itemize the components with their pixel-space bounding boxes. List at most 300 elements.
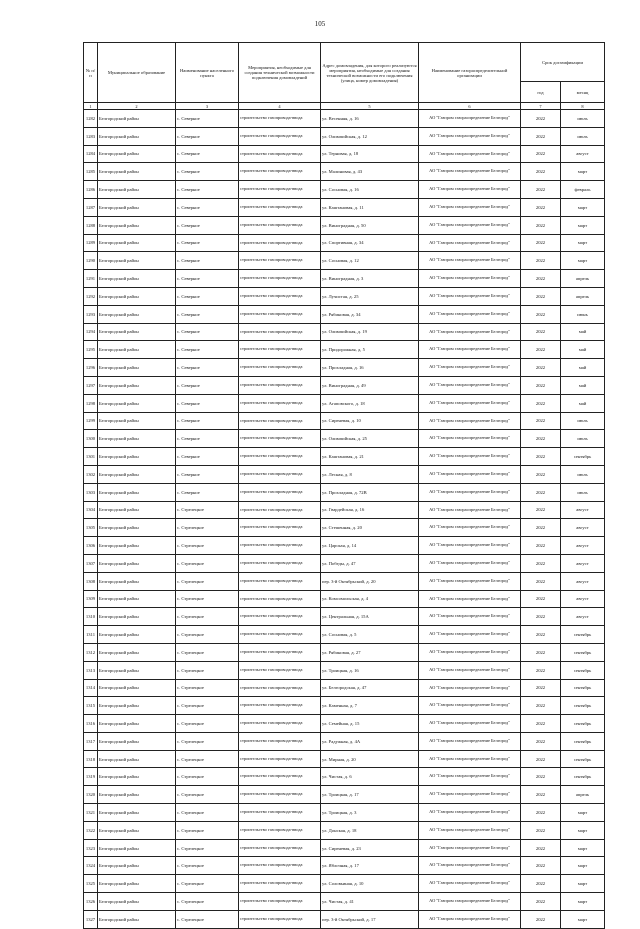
work-cell: строительство газопровода-ввода	[239, 448, 321, 466]
district-cell: Белгородский район	[98, 305, 176, 323]
district-cell: Белгородский район	[98, 661, 176, 679]
row-number: 1322	[84, 821, 98, 839]
settlement-cell: с. Северное	[176, 216, 239, 234]
month-cell: май	[561, 341, 605, 359]
month-cell: август	[561, 572, 605, 590]
row-number: 1316	[84, 715, 98, 733]
district-cell: Белгородский район	[98, 163, 176, 181]
settlement-cell: с. Северное	[176, 305, 239, 323]
address-cell: ул. Соловьиная, д. 10	[321, 875, 419, 893]
month-cell: март	[561, 163, 605, 181]
district-cell: Белгородский район	[98, 643, 176, 661]
district-cell: Белгородский район	[98, 465, 176, 483]
year-cell: 2022	[521, 341, 561, 359]
district-cell: Белгородский район	[98, 270, 176, 288]
row-number: 1311	[84, 626, 98, 644]
org-cell: АО "Газпром газораспределение Белгород"	[419, 341, 521, 359]
district-cell: Белгородский район	[98, 287, 176, 305]
org-cell: АО "Газпром газораспределение Белгород"	[419, 430, 521, 448]
address-cell: ул. Прохладная, д. 16	[321, 359, 419, 377]
address-cell: ул. Агаповского, д. 18	[321, 394, 419, 412]
month-cell: август	[561, 554, 605, 572]
row-number: 1314	[84, 679, 98, 697]
district-cell: Белгородский район	[98, 376, 176, 394]
org-cell: АО "Газпром газораспределение Белгород"	[419, 163, 521, 181]
work-cell: строительство газопровода-ввода	[239, 181, 321, 199]
year-cell: 2022	[521, 661, 561, 679]
month-cell: июль	[561, 483, 605, 501]
org-cell: АО "Газпром газораспределение Белгород"	[419, 750, 521, 768]
month-cell: апрель	[561, 287, 605, 305]
year-cell: 2022	[521, 305, 561, 323]
settlement-cell: с. Стрелецкое	[176, 732, 239, 750]
settlement-cell: с. Стрелецкое	[176, 661, 239, 679]
settlement-cell: с. Стрелецкое	[176, 608, 239, 626]
settlement-cell: с. Стрелецкое	[176, 839, 239, 857]
work-cell: строительство газопровода-ввода	[239, 750, 321, 768]
settlement-cell: с. Северное	[176, 181, 239, 199]
month-cell: апрель	[561, 786, 605, 804]
settlement-cell: с. Стрелецкое	[176, 572, 239, 590]
header-org: Наименование газораспределительной организации	[419, 43, 521, 103]
row-number: 1326	[84, 893, 98, 911]
row-number: 1297	[84, 376, 98, 394]
row-number: 1321	[84, 804, 98, 822]
org-cell: АО "Газпром газораспределение Белгород"	[419, 626, 521, 644]
address-cell: ул. Комсомольская, д. 4	[321, 590, 419, 608]
month-cell: март	[561, 216, 605, 234]
org-cell: АО "Газпром газораспределение Белгород"	[419, 715, 521, 733]
address-cell: ул. Троицкая, д. 3	[321, 804, 419, 822]
row-number: 1317	[84, 732, 98, 750]
table-row	[84, 572, 605, 590]
org-cell: АО "Газпром газораспределение Белгород"	[419, 768, 521, 786]
district-cell: Белгородский район	[98, 216, 176, 234]
work-cell: строительство газопровода-ввода	[239, 732, 321, 750]
table-row	[84, 110, 605, 128]
org-cell: АО "Газпром газораспределение Белгород"	[419, 857, 521, 875]
address-cell: ул. Спортивная, д. 34	[321, 234, 419, 252]
year-cell: 2022	[521, 110, 561, 128]
row-number: 1296	[84, 359, 98, 377]
table-row	[84, 145, 605, 163]
year-cell: 2022	[521, 697, 561, 715]
settlement-cell: с. Стрелецкое	[176, 768, 239, 786]
work-cell: строительство газопровода-ввода	[239, 216, 321, 234]
settlement-cell: с. Стрелецкое	[176, 537, 239, 555]
year-cell: 2022	[521, 875, 561, 893]
address-cell: ул. Победы, д. 47	[321, 554, 419, 572]
table-row	[84, 127, 605, 145]
year-cell: 2022	[521, 465, 561, 483]
year-cell: 2022	[521, 394, 561, 412]
work-cell: строительство газопровода-ввода	[239, 287, 321, 305]
row-number: 1319	[84, 768, 98, 786]
org-cell: АО "Газпром газораспределение Белгород"	[419, 697, 521, 715]
settlement-cell: с. Северное	[176, 145, 239, 163]
district-cell: Белгородский район	[98, 768, 176, 786]
district-cell: Белгородский район	[98, 501, 176, 519]
month-cell: сентябрь	[561, 732, 605, 750]
settlement-cell: с. Северное	[176, 412, 239, 430]
month-cell: сентябрь	[561, 750, 605, 768]
table-row	[84, 519, 605, 537]
district-cell: Белгородский район	[98, 679, 176, 697]
table-row	[84, 270, 605, 288]
month-cell: июнь	[561, 305, 605, 323]
org-cell: АО "Газпром газораспределение Белгород"	[419, 394, 521, 412]
settlement-cell: с. Северное	[176, 252, 239, 270]
work-cell: строительство газопровода-ввода	[239, 501, 321, 519]
address-cell: ул. Виноградная, д. 50	[321, 216, 419, 234]
row-number: 1309	[84, 590, 98, 608]
org-cell: АО "Газпром газораспределение Белгород"	[419, 483, 521, 501]
org-cell: АО "Газпром газораспределение Белгород"	[419, 537, 521, 555]
header-deadline: Срок догазификации	[521, 43, 605, 82]
district-cell: Белгородский район	[98, 626, 176, 644]
settlement-cell: с. Северное	[176, 287, 239, 305]
row-number: 1295	[84, 341, 98, 359]
work-cell: строительство газопровода-ввода	[239, 679, 321, 697]
row-number: 1300	[84, 430, 98, 448]
address-cell: ул. Белгородская, д. 47	[321, 679, 419, 697]
work-cell: строительство газопровода-ввода	[239, 661, 321, 679]
header-settlement: Наименование населенного пункта	[176, 43, 239, 103]
org-cell: АО "Газпром газораспределение Белгород"	[419, 234, 521, 252]
district-cell: Белгородский район	[98, 519, 176, 537]
month-cell: март	[561, 252, 605, 270]
org-cell: АО "Газпром газораспределение Белгород"	[419, 590, 521, 608]
year-cell: 2022	[521, 323, 561, 341]
district-cell: Белгородский район	[98, 608, 176, 626]
work-cell: строительство газопровода-ввода	[239, 608, 321, 626]
address-cell: ул. Сосновая, д. 5	[321, 626, 419, 644]
column-number: 7	[521, 103, 561, 110]
table-row	[84, 394, 605, 412]
row-number: 1299	[84, 412, 98, 430]
table-row	[84, 412, 605, 430]
row-number: 1306	[84, 537, 98, 555]
org-cell: АО "Газпром газораспределение Белгород"	[419, 893, 521, 911]
column-number: 5	[321, 103, 419, 110]
month-cell: сентябрь	[561, 643, 605, 661]
settlement-cell: с. Северное	[176, 234, 239, 252]
row-number: 1315	[84, 697, 98, 715]
district-cell: Белгородский район	[98, 394, 176, 412]
table-body	[84, 110, 605, 929]
gasification-table	[83, 42, 605, 929]
row-number: 1294	[84, 323, 98, 341]
page-number: 105	[314, 20, 326, 28]
work-cell: строительство газопровода-ввода	[239, 198, 321, 216]
work-cell: строительство газопровода-ввода	[239, 465, 321, 483]
month-cell: июль	[561, 110, 605, 128]
row-number: 1327	[84, 910, 98, 928]
work-cell: строительство газопровода-ввода	[239, 626, 321, 644]
month-cell: август	[561, 145, 605, 163]
work-cell: строительство газопровода-ввода	[239, 697, 321, 715]
month-cell: февраль	[561, 181, 605, 199]
settlement-cell: с. Стрелецкое	[176, 501, 239, 519]
settlement-cell: с. Северное	[176, 341, 239, 359]
org-cell: АО "Газпром газораспределение Белгород"	[419, 127, 521, 145]
address-cell: ул. Семейная, д. 15	[321, 715, 419, 733]
settlement-cell: с. Северное	[176, 323, 239, 341]
settlement-cell: с. Северное	[176, 430, 239, 448]
month-cell: август	[561, 501, 605, 519]
column-number-row	[84, 103, 605, 110]
header-year: год	[521, 82, 561, 103]
org-cell: АО "Газпром газораспределение Белгород"	[419, 661, 521, 679]
work-cell: строительство газопровода-ввода	[239, 323, 321, 341]
year-cell: 2022	[521, 145, 561, 163]
work-cell: строительство газопровода-ввода	[239, 270, 321, 288]
district-cell: Белгородский район	[98, 323, 176, 341]
table-row	[84, 234, 605, 252]
district-cell: Белгородский район	[98, 715, 176, 733]
org-cell: АО "Газпром газораспределение Белгород"	[419, 412, 521, 430]
work-cell: строительство газопровода-ввода	[239, 893, 321, 911]
month-cell: сентябрь	[561, 679, 605, 697]
work-cell: строительство газопровода-ввода	[239, 163, 321, 181]
table-row	[84, 465, 605, 483]
row-number: 1305	[84, 519, 98, 537]
year-cell: 2022	[521, 893, 561, 911]
month-cell: сентябрь	[561, 661, 605, 679]
address-cell: ул. Мирная, д. 20	[321, 750, 419, 768]
district-cell: Белгородский район	[98, 910, 176, 928]
org-cell: АО "Газпром газораспределение Белгород"	[419, 252, 521, 270]
settlement-cell: с. Стрелецкое	[176, 875, 239, 893]
work-cell: строительство газопровода-ввода	[239, 554, 321, 572]
row-number: 1303	[84, 483, 98, 501]
settlement-cell: с. Северное	[176, 110, 239, 128]
month-cell: март	[561, 839, 605, 857]
district-cell: Белгородский район	[98, 341, 176, 359]
month-cell: август	[561, 608, 605, 626]
org-cell: АО "Газпром газораспределение Белгород"	[419, 519, 521, 537]
month-cell: сентябрь	[561, 768, 605, 786]
address-cell: ул. Стешенная, д. 20	[321, 519, 419, 537]
column-number: 4	[239, 103, 321, 110]
org-cell: АО "Газпром газораспределение Белгород"	[419, 287, 521, 305]
settlement-cell: с. Стрелецкое	[176, 786, 239, 804]
column-number: 2	[98, 103, 176, 110]
settlement-cell: с. Стрелецкое	[176, 626, 239, 644]
org-cell: АО "Газпром газораспределение Белгород"	[419, 110, 521, 128]
row-number: 1320	[84, 786, 98, 804]
org-cell: АО "Газпром газораспределение Белгород"	[419, 804, 521, 822]
address-cell: ул. Донская, д. 18	[321, 821, 419, 839]
district-cell: Белгородский район	[98, 572, 176, 590]
month-cell: май	[561, 359, 605, 377]
org-cell: АО "Газпром газораспределение Белгород"	[419, 910, 521, 928]
year-cell: 2022	[521, 287, 561, 305]
work-cell: строительство газопровода-ввода	[239, 572, 321, 590]
org-cell: АО "Газпром газораспределение Белгород"	[419, 501, 521, 519]
row-number: 1287	[84, 198, 98, 216]
org-cell: АО "Газпром газораспределение Белгород"	[419, 198, 521, 216]
org-cell: АО "Газпром газораспределение Белгород"	[419, 875, 521, 893]
month-cell: июль	[561, 465, 605, 483]
row-number: 1291	[84, 270, 98, 288]
settlement-cell: с. Стрелецкое	[176, 750, 239, 768]
address-cell: ул. Олимпийская, д. 12	[321, 127, 419, 145]
table-row	[84, 198, 605, 216]
settlement-cell: с. Стрелецкое	[176, 643, 239, 661]
settlement-cell: с. Северное	[176, 270, 239, 288]
row-number: 1282	[84, 110, 98, 128]
table-row	[84, 715, 605, 733]
year-cell: 2022	[521, 270, 561, 288]
address-cell: ул. Радужная, д. 4А	[321, 732, 419, 750]
district-cell: Белгородский район	[98, 875, 176, 893]
row-number: 1286	[84, 181, 98, 199]
month-cell: сентябрь	[561, 715, 605, 733]
year-cell: 2022	[521, 198, 561, 216]
row-number: 1318	[84, 750, 98, 768]
row-number: 1284	[84, 145, 98, 163]
year-cell: 2022	[521, 359, 561, 377]
year-cell: 2022	[521, 252, 561, 270]
district-cell: Белгородский район	[98, 590, 176, 608]
address-cell: ул. Весенняя, д. 16	[321, 110, 419, 128]
address-cell: пер. 3-й Октябрьский, д. 17	[321, 910, 419, 928]
work-cell: строительство газопровода-ввода	[239, 305, 321, 323]
year-cell: 2022	[521, 448, 561, 466]
address-cell: ул. Лучистая, д. 25	[321, 287, 419, 305]
work-cell: строительство газопровода-ввода	[239, 804, 321, 822]
work-cell: строительство газопровода-ввода	[239, 376, 321, 394]
address-cell: ул. Лесная, д. 8	[321, 465, 419, 483]
address-cell: ул. Каштановая, д. 21	[321, 448, 419, 466]
row-number: 1292	[84, 287, 98, 305]
table-row	[84, 697, 605, 715]
table-row	[84, 626, 605, 644]
work-cell: строительство газопровода-ввода	[239, 412, 321, 430]
district-cell: Белгородский район	[98, 893, 176, 911]
month-cell: март	[561, 821, 605, 839]
month-cell: март	[561, 875, 605, 893]
table-row	[84, 448, 605, 466]
row-number: 1289	[84, 234, 98, 252]
district-cell: Белгородский район	[98, 857, 176, 875]
work-cell: строительство газопровода-ввода	[239, 341, 321, 359]
year-cell: 2022	[521, 181, 561, 199]
header-month: месяц	[561, 82, 605, 103]
year-cell: 2022	[521, 750, 561, 768]
column-number: 3	[176, 103, 239, 110]
year-cell: 2022	[521, 839, 561, 857]
org-cell: АО "Газпром газораспределение Белгород"	[419, 145, 521, 163]
month-cell: май	[561, 323, 605, 341]
org-cell: АО "Газпром газораспределение Белгород"	[419, 554, 521, 572]
work-cell: строительство газопровода-ввода	[239, 127, 321, 145]
district-cell: Белгородский район	[98, 252, 176, 270]
month-cell: июль	[561, 412, 605, 430]
month-cell: июль	[561, 430, 605, 448]
year-cell: 2022	[521, 163, 561, 181]
month-cell: сентябрь	[561, 626, 605, 644]
header-district: Муниципальное образование	[98, 43, 176, 103]
row-number: 1298	[84, 394, 98, 412]
year-cell: 2022	[521, 626, 561, 644]
address-cell: ул. Терновая, д. 18	[321, 145, 419, 163]
settlement-cell: с. Стрелецкое	[176, 893, 239, 911]
district-cell: Белгородский район	[98, 537, 176, 555]
work-cell: строительство газопровода-ввода	[239, 715, 321, 733]
year-cell: 2022	[521, 376, 561, 394]
settlement-cell: с. Стрелецкое	[176, 910, 239, 928]
work-cell: строительство газопровода-ввода	[239, 394, 321, 412]
org-cell: АО "Газпром газораспределение Белгород"	[419, 608, 521, 626]
year-cell: 2022	[521, 768, 561, 786]
month-cell: сентябрь	[561, 697, 605, 715]
district-cell: Белгородский район	[98, 430, 176, 448]
year-cell: 2022	[521, 216, 561, 234]
table-row	[84, 804, 605, 822]
org-cell: АО "Газпром газораспределение Белгород"	[419, 572, 521, 590]
table-row	[84, 590, 605, 608]
work-cell: строительство газопровода-ввода	[239, 910, 321, 928]
work-cell: строительство газопровода-ввода	[239, 110, 321, 128]
work-cell: строительство газопровода-ввода	[239, 839, 321, 857]
year-cell: 2022	[521, 537, 561, 555]
month-cell: март	[561, 893, 605, 911]
address-cell: ул. Виноградная, д. 49	[321, 376, 419, 394]
month-cell: август	[561, 590, 605, 608]
month-cell: май	[561, 376, 605, 394]
address-cell: ул. Чистая, д. 41	[321, 893, 419, 911]
district-cell: Белгородский район	[98, 839, 176, 857]
row-number: 1312	[84, 643, 98, 661]
work-cell: строительство газопровода-ввода	[239, 821, 321, 839]
org-cell: АО "Газпром газораспределение Белгород"	[419, 643, 521, 661]
district-cell: Белгородский район	[98, 750, 176, 768]
address-cell: ул. Яблочная, д. 17	[321, 857, 419, 875]
table-row	[84, 252, 605, 270]
org-cell: АО "Газпром газораспределение Белгород"	[419, 359, 521, 377]
year-cell: 2022	[521, 786, 561, 804]
settlement-cell: с. Северное	[176, 198, 239, 216]
table-row	[84, 732, 605, 750]
row-number: 1323	[84, 839, 98, 857]
district-cell: Белгородский район	[98, 448, 176, 466]
year-cell: 2022	[521, 857, 561, 875]
row-number: 1283	[84, 127, 98, 145]
month-cell: март	[561, 234, 605, 252]
work-cell: строительство газопровода-ввода	[239, 252, 321, 270]
district-cell: Белгородский район	[98, 127, 176, 145]
settlement-cell: с. Северное	[176, 448, 239, 466]
row-number: 1302	[84, 465, 98, 483]
org-cell: АО "Газпром газораспределение Белгород"	[419, 181, 521, 199]
district-cell: Белгородский район	[98, 821, 176, 839]
table-row	[84, 910, 605, 928]
address-cell: ул. Сосновая, д. 16	[321, 181, 419, 199]
work-cell: строительство газопровода-ввода	[239, 234, 321, 252]
table-row	[84, 341, 605, 359]
row-number: 1324	[84, 857, 98, 875]
table-row	[84, 376, 605, 394]
address-cell: ул. Троицкая, д. 17	[321, 786, 419, 804]
district-cell: Белгородский район	[98, 786, 176, 804]
settlement-cell: с. Стрелецкое	[176, 821, 239, 839]
row-number: 1307	[84, 554, 98, 572]
district-cell: Белгородский район	[98, 110, 176, 128]
month-cell: июль	[561, 127, 605, 145]
district-cell: Белгородский район	[98, 483, 176, 501]
